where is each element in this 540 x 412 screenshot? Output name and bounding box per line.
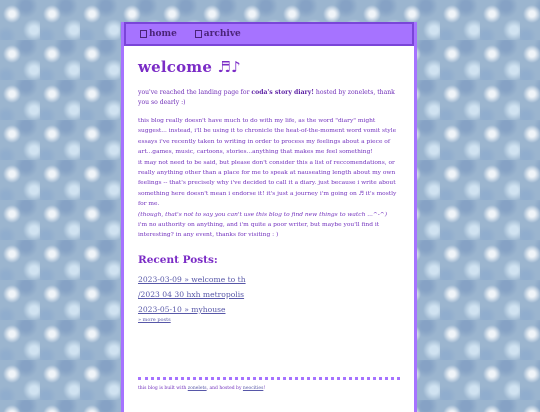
post-link[interactable]: /2023 04 30 hxh metropolis: [138, 289, 245, 299]
post-link[interactable]: 2023-05-10 » myhouse: [138, 304, 226, 314]
body-closing: i'm no authority on anything, and i'm quite a poor writer, but maybe you'll find it interesting? in any event, thanks for visiting : ): [138, 222, 380, 239]
body-italic: (though, that's not to say you can't use this blog to find new things to watch ...^-^): [138, 211, 388, 218]
intro-bold: coda's story diary!: [251, 89, 314, 96]
footer-before: this blog is built with: [138, 386, 188, 391]
footer: [138, 386, 265, 391]
intro-before: you've reached the landing page for: [138, 89, 252, 96]
nav-bar: [124, 22, 414, 46]
footer-after: !: [263, 386, 266, 391]
zonelets-link[interactable]: zonelets: [187, 386, 207, 391]
page-title: welcome ♬♪: [138, 58, 241, 76]
body-text: [138, 116, 404, 241]
main-content: [138, 58, 404, 323]
footer-middle: , and hosted by: [206, 386, 243, 391]
more-posts-link[interactable]: » more posts: [138, 316, 171, 323]
nav-home-link[interactable]: [140, 29, 177, 39]
archive-icon: [195, 30, 202, 38]
nav-archive-label: archive: [203, 29, 241, 39]
neocities-link[interactable]: neocities: [242, 386, 264, 391]
dotted-divider: [138, 377, 400, 380]
intro-text: [138, 88, 404, 108]
recent-posts-heading: Recent Posts:: [138, 253, 218, 266]
post-link[interactable]: 2023-03-09 » welcome to th: [138, 274, 246, 284]
body-paragraph: this blog really doesn't have much to do with my life, as the word "diary" might suggest... instead, i'll be using it to chronicle the heat-of-the-moment word vomit style essays i've recently taken to writing in order to process my feelings about a piece of art...games, music, cartoons, stories...anything that makes me feel something! it may not need to be said, but please don't consider this a list of reccomendations, or really anything other than a place for me to speak at nauseating length about my own feelings -- that's precisely why i've decided to call it a diary. just because i write about something here doesn't mean i endorse it! it's just a journey i'm going on ♬ it's mostly for me.: [138, 118, 397, 208]
nav-home-label: home: [149, 29, 177, 39]
page-container: [121, 22, 417, 412]
home-icon: [140, 30, 147, 38]
nav-archive-link[interactable]: [195, 29, 241, 39]
intro-after: hosted by zonelets, thank you so dearly :): [138, 89, 395, 106]
